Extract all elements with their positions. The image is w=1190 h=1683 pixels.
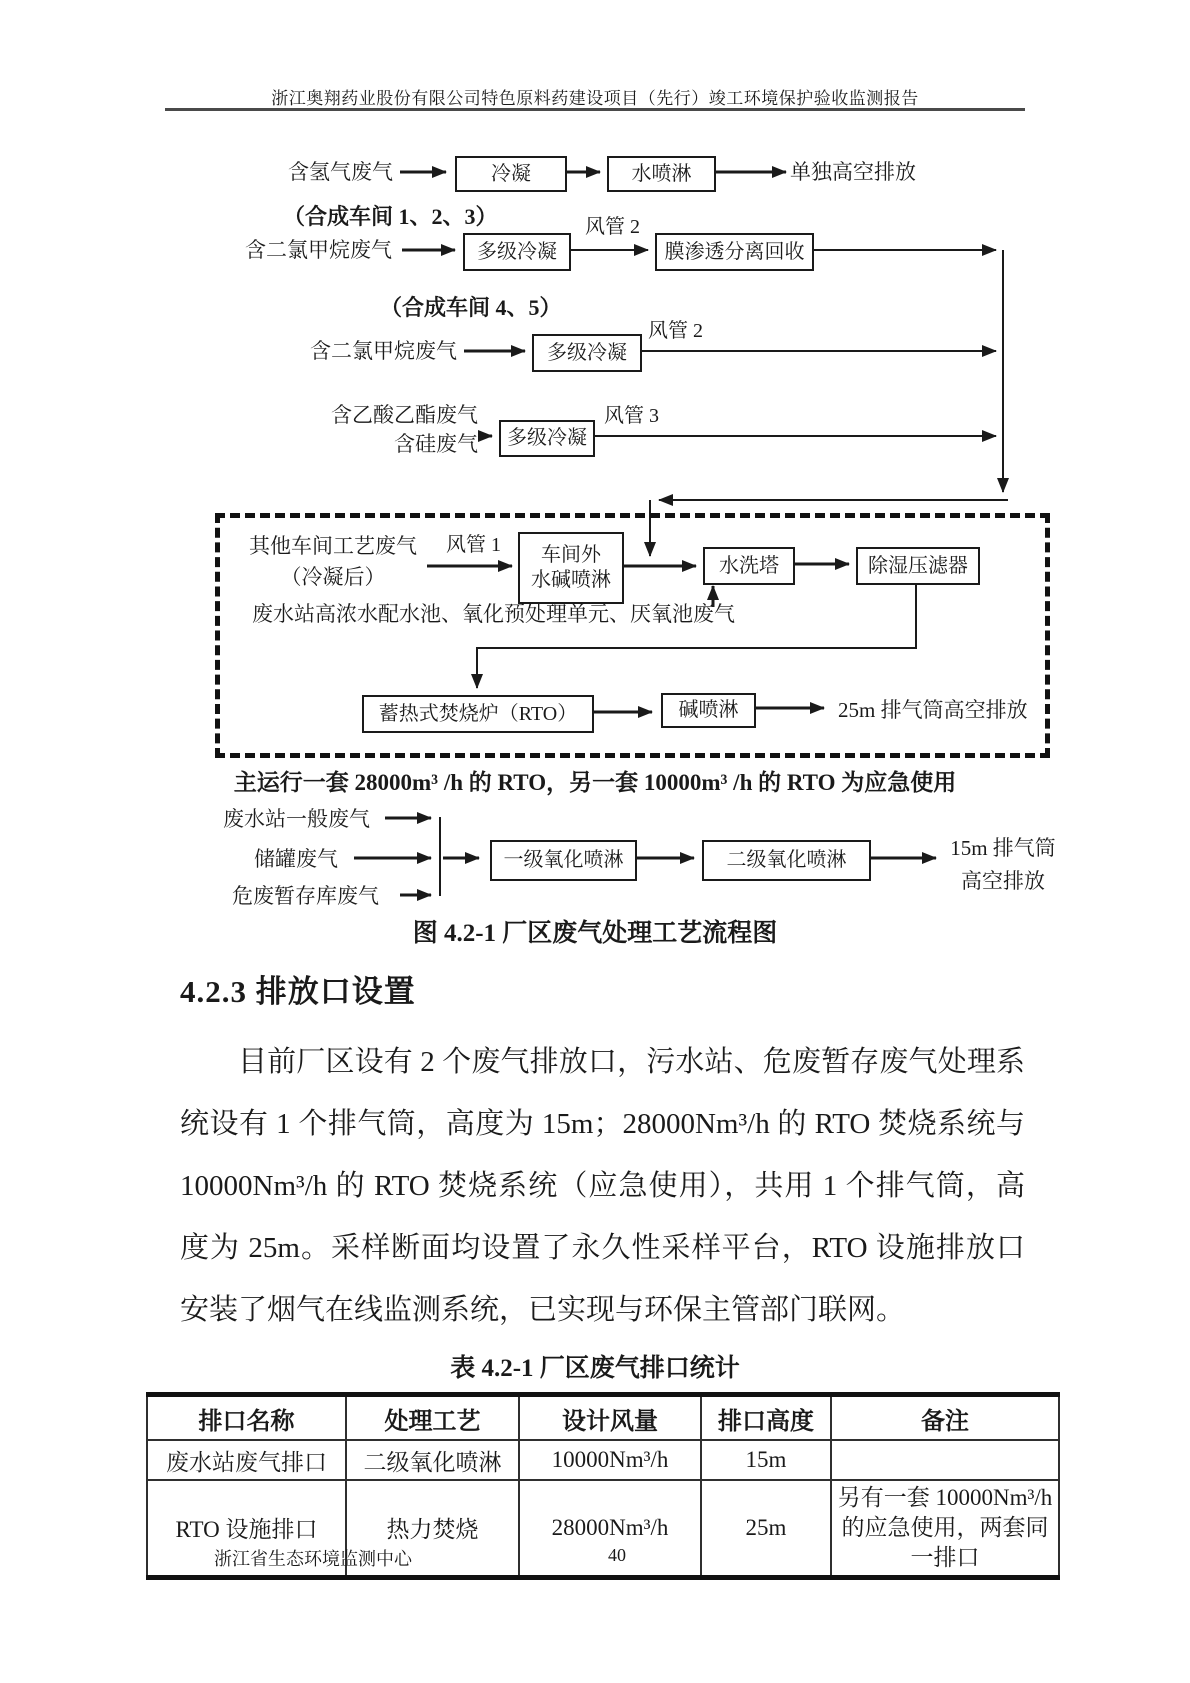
box-multistage-condensation-1: 多级冷凝	[463, 233, 571, 271]
source-storage-tank: 储罐废气	[254, 847, 338, 871]
source-other-workshops-line1: 其他车间工艺废气	[249, 534, 417, 558]
rto-capacity-note: 主运行一套 28000m³ /h 的 RTO，另一套 10000m³ /h 的 RTO 为应急使用	[233, 770, 957, 795]
outlet-25m-stack: 25m 排气筒高空排放	[838, 698, 1028, 722]
cell-outlet-name-2: RTO 设施排口	[147, 1480, 346, 1577]
box-alkali-spray: 碱喷淋	[661, 693, 756, 728]
cell-process-2: 热力焚烧	[346, 1480, 519, 1577]
box-dehumidify-press-filter: 除湿压滤器	[856, 547, 980, 585]
cell-flow-1: 10000Nm³/h	[519, 1440, 701, 1480]
col-header-design-flow: 设计风量	[519, 1395, 701, 1441]
table-caption: 表 4.2-1 厂区废气排口统计	[450, 1355, 740, 1382]
col-header-remark: 备注	[831, 1395, 1059, 1441]
table-header-row	[147, 1395, 1059, 1441]
source-ethyl-acetate	[318, 401, 478, 459]
source-wastewater-station-units: 废水站高浓水配水池、氧化预处理单元、厌氧池废气	[252, 602, 735, 626]
box-multistage-condensation-2: 多级冷凝	[532, 334, 642, 372]
box-rto-incinerator: 蓄热式焚烧炉（RTO）	[362, 695, 594, 733]
source-dcm-waste-gas-2: 含二氯甲烷废气	[310, 339, 457, 363]
box-water-wash-tower: 水洗塔	[703, 547, 795, 585]
page-header-title: 浙江奥翔药业股份有限公司特色原料药建设项目（先行）竣工环境保护验收监测报告	[271, 89, 919, 108]
outlet-15m-line2: 高空排放	[961, 869, 1045, 893]
col-header-process: 处理工艺	[346, 1395, 519, 1441]
col-header-outlet-name: 排口名称	[147, 1395, 346, 1441]
label-duct-1: 风管 1	[446, 534, 501, 556]
cell-remark-1	[831, 1440, 1059, 1480]
cell-remark-2: 另有一套 10000Nm³/h 的应急使用，两套同一排口	[831, 1480, 1059, 1577]
outlet-separate-high-altitude: 单独高空排放	[790, 160, 916, 184]
box-outside-workshop-line1: 车间外	[541, 544, 601, 566]
outlet-15m-line1: 15m 排气筒	[950, 836, 1056, 860]
footer-page-number: 40	[608, 1545, 626, 1565]
source-wastewater-general: 废水站一般废气	[223, 807, 370, 831]
label-duct-3: 风管 3	[604, 405, 659, 427]
label-duct-2a: 风管 2	[585, 216, 640, 238]
box-outside-workshop-line2: 水碱喷淋	[531, 569, 611, 591]
body-paragraph: 目前厂区设有 2 个废气排放口，污水站、危废暂存废气处理系统设有 1 个排气筒，高度为 15m；28000Nm³/h 的 RTO 焚烧系统与 10000Nm³/h 的 RTO 焚烧系统（应急使用），共用 1 个排气筒，高度为 25m。采样断面均设置了永久性采样平台，RTO 设施排放口安装了烟气在线监测系统，已实现与环保主管部门联网。	[180, 1046, 1025, 1326]
source-other-workshops	[243, 531, 423, 593]
label-workshops-45: （合成车间 4、5）	[380, 295, 562, 320]
section-heading: 4.2.3 排放口设置	[180, 974, 416, 1009]
cell-process-1: 二级氧化喷淋	[346, 1440, 519, 1480]
source-ethyl-acetate-line1: 含乙酸乙酯废气	[331, 403, 478, 427]
footer-organization: 浙江省生态环境监测中心	[214, 1549, 412, 1569]
cell-flow-2: 28000Nm³/h	[519, 1480, 701, 1577]
outlet-15m-stack	[943, 832, 1063, 898]
label-duct-2b: 风管 2	[648, 320, 703, 342]
cell-height-2: 25m	[701, 1480, 831, 1577]
box-membrane-separation: 膜渗透分离回收	[655, 233, 814, 271]
source-dcm-waste-gas-1: 含二氯甲烷废气	[245, 238, 392, 262]
box-water-spray: 水喷淋	[607, 156, 716, 192]
source-other-workshops-line2: （冷凝后）	[280, 565, 386, 589]
box-outside-workshop-alkali-spray	[518, 532, 624, 604]
table-row-wastewater-outlet	[147, 1440, 1059, 1480]
col-header-outlet-height: 排口高度	[701, 1395, 831, 1441]
box-multistage-condensation-3: 多级冷凝	[499, 420, 595, 457]
source-hazwaste-storage: 危废暂存库废气	[232, 884, 379, 908]
label-workshops-123: （合成车间 1、2、3）	[283, 204, 498, 229]
box-primary-oxidation-spray: 一级氧化喷淋	[490, 840, 637, 881]
cell-height-1: 15m	[701, 1440, 831, 1480]
source-hydrogen-waste-gas: 含氢气废气	[288, 160, 393, 184]
source-silicon-line2: 含硅废气	[394, 432, 478, 456]
box-condensation: 冷凝	[455, 156, 567, 192]
figure-caption: 图 4.2-1 厂区废气处理工艺流程图	[412, 920, 778, 947]
box-secondary-oxidation-spray: 二级氧化喷淋	[702, 840, 871, 881]
cell-outlet-name-1: 废水站废气排口	[147, 1440, 346, 1480]
